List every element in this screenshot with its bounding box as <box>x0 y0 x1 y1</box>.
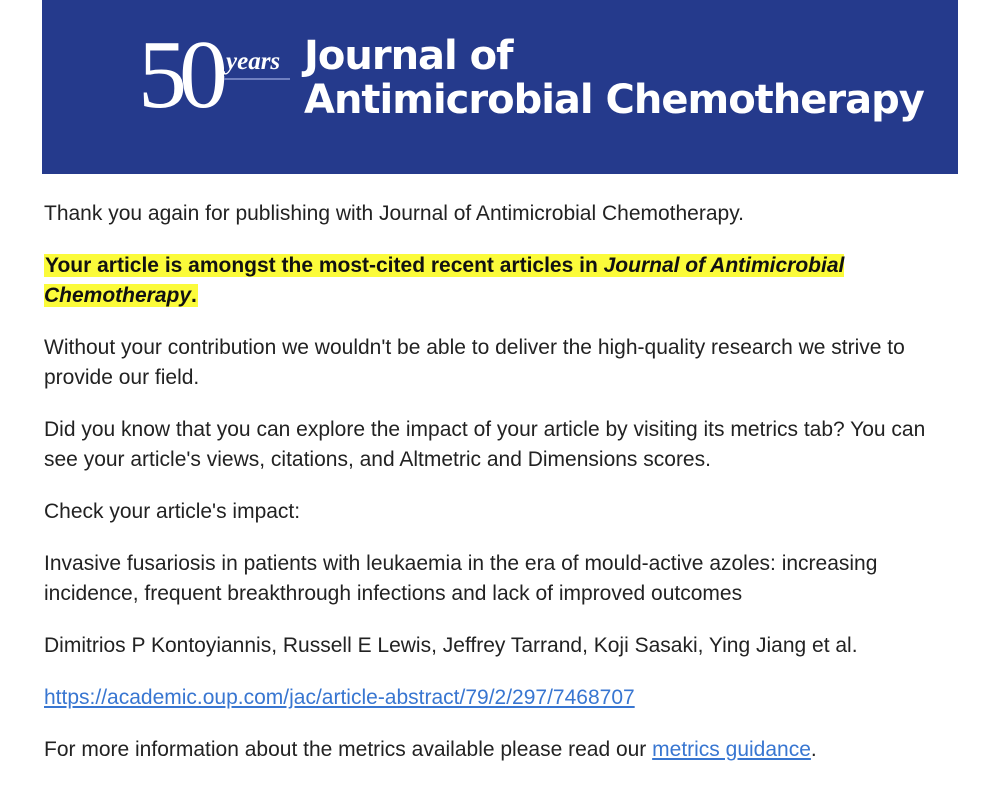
highlight-end: . <box>191 284 197 307</box>
article-url-paragraph <box>44 683 940 713</box>
metrics-guidance-link[interactable]: metrics guidance <box>652 738 811 761</box>
more-info-suffix: . <box>810 738 817 761</box>
email-body <box>44 199 940 787</box>
highlight-text: Your article is amongst the most-cited recent articles in <box>45 254 604 277</box>
logo-years-underline <box>224 78 290 80</box>
logo-fifty: 50 <box>138 21 220 129</box>
logo-title-line1: Journal of <box>304 33 513 79</box>
logo-title-line2: Antimicrobial Chemotherapy <box>304 77 924 123</box>
article-title: Invasive fusariosis in patients with leukaemia in the era of mould-active azoles: increasing incidence, frequent breakthrough infections and lack of improved outcomes <box>44 552 878 605</box>
thank-you-text: Thank you again for publishing with Journal of Antimicrobial Chemotherapy. <box>44 202 744 225</box>
check-impact-text: Check your article's impact: <box>44 500 301 523</box>
contribution-text: Without your contribution we wouldn't be able to deliver the high-quality research we strive to provide our field. <box>44 336 905 389</box>
journal-banner <box>42 0 958 174</box>
logo-journal-title <box>304 34 924 122</box>
more-info-prefix: For more information about the metrics available please read our <box>44 738 653 761</box>
metrics-question-text: Did you know that you can explore the impact of your article by visiting its metrics tab? You can see your article's views, citations, and Altmetric and Dimensions scores. <box>44 418 926 471</box>
highlighted-notice <box>44 254 844 307</box>
highlight-journal: Journal of Antimicrobial Chemotherapy <box>44 254 845 307</box>
article-authors: Dimitrios P Kontoyiannis, Russell E Lewis, Jeffrey Tarrand, Koji Sasaki, Ying Jiang et al. <box>44 634 858 657</box>
article-url-link[interactable]: https://academic.oup.com/jac/article-abstract/79/2/297/7468707 <box>44 686 635 709</box>
most-cited-notice <box>44 251 940 311</box>
logo-years: years <box>226 48 281 75</box>
more-info-text <box>44 735 940 765</box>
